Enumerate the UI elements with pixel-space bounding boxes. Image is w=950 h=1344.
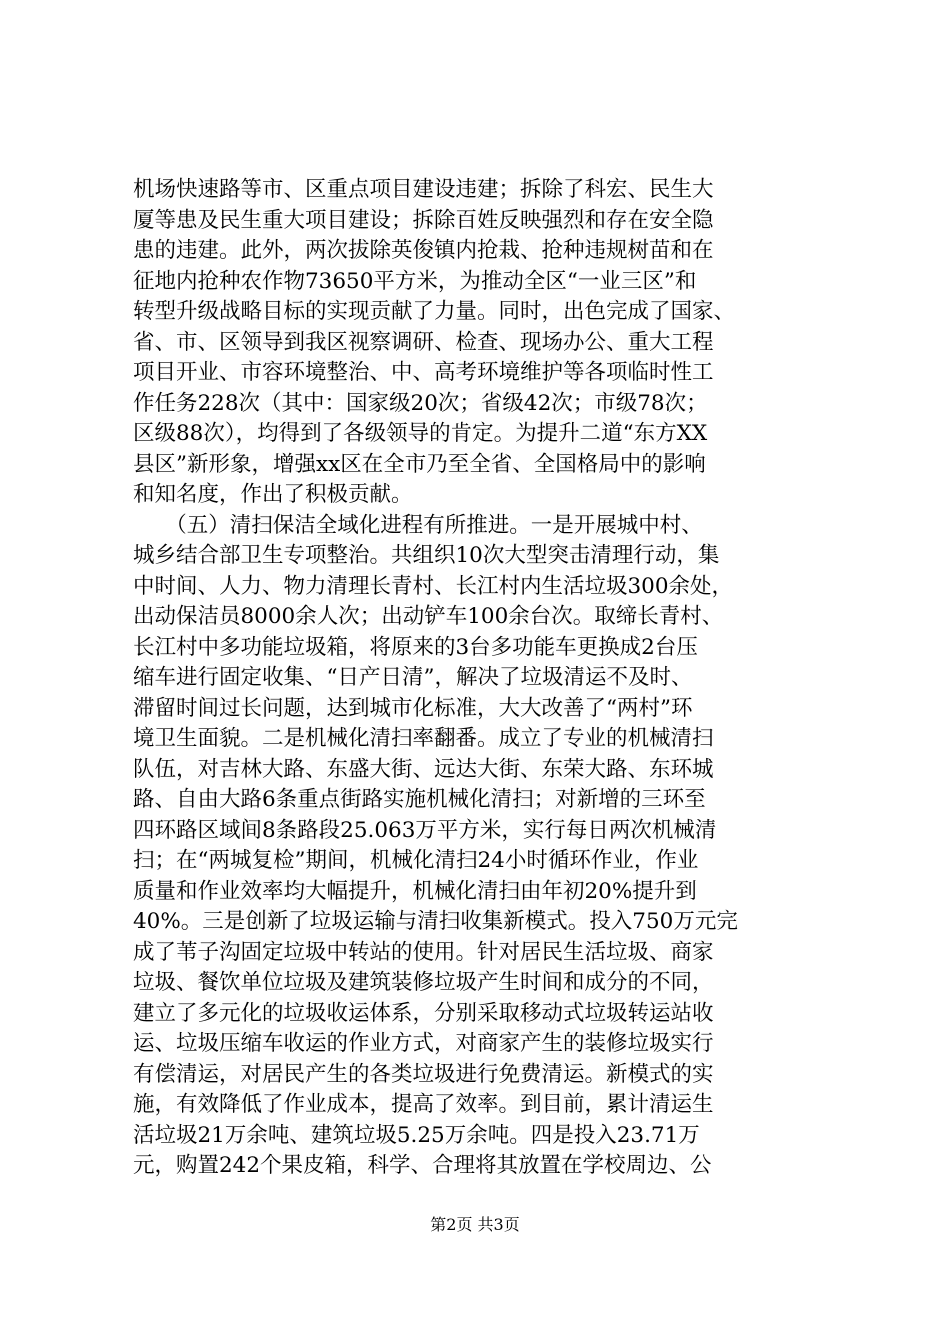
- text-line: （五）清扫保洁全域化进程有所推进。一是开展城中村、: [133, 512, 703, 538]
- text-line: 有偿清运，对居民产生的各类垃圾进行免费清运。新模式的实: [133, 1061, 714, 1087]
- text-line: 省、市、区领导到我区视察调研、检查、现场办公、重大工程: [133, 329, 714, 355]
- text-line: 运、垃圾压缩车收运的作业方式，对商家产生的装修垃圾实行: [133, 1031, 714, 1056]
- text-line: 元，购置242个果皮箱，科学、合理将其放置在学校周边、公: [133, 1153, 712, 1178]
- text-line: 活垃圾21万余吨、建筑垃圾5.25万余吨。四是投入23.71万: [133, 1122, 700, 1148]
- text-line: 患的违建。此外，两次拔除英俊镇内抢栽、抢种违规树苗和在: [133, 238, 714, 263]
- text-line: 区级88次），均得到了各级领导的肯定。为提升二道“东方XX: [133, 421, 708, 446]
- text-line: 滞留时间过长问题，达到城市化标准，大大改善了“两村”环: [133, 695, 693, 721]
- text-line: 成了苇子沟固定垃圾中转站的使用。针对居民生活垃圾、商家: [133, 939, 714, 965]
- text-line: 作任务228次（其中：国家级20次；省级42次；市级78次；: [133, 390, 708, 416]
- text-line: 中时间、人力、物力清理长青村、长江村内生活垃圾300余处，: [133, 573, 734, 599]
- text-line: 长江村中多功能垃圾箱，将原来的3台多功能车更换成2台压: [133, 634, 698, 660]
- text-line: 征地内抢种农作物73650平方米，为推动全区“一业三区”和: [133, 268, 697, 294]
- text-line: 路、自由大路6条重点街路实施机械化清扫；对新增的三环至: [133, 787, 706, 812]
- text-line: 机场快速路等市、区重点项目建设违建；拆除了科宏、民生大: [133, 177, 714, 202]
- text-line: 项目开业、市容环境整治、中、高考环境维护等各项临时性工: [133, 360, 714, 385]
- body-text: [133, 175, 853, 1182]
- text-line: 出动保洁员8000余人次；出动铲车100余台次。取缔长青村、: [133, 604, 724, 629]
- text-line: 四环路区域间8条路段25.063万平方米，实行每日两次机械清: [133, 817, 717, 843]
- text-line: 垃圾、餐饮单位垃圾及建筑装修垃圾产生时间和成分的不同，: [133, 970, 714, 995]
- page-footer: 第2页 共3页: [430, 1215, 520, 1234]
- text-line: 厦等患及民生重大项目建设；拆除百姓反映强烈和存在安全隐: [133, 207, 714, 233]
- text-line: 建立了多元化的垃圾收运体系，分别采取移动式垃圾转运站收: [133, 1000, 714, 1026]
- text-line: 城乡结合部卫生专项整治。共组织10次大型突击清理行动，集: [133, 543, 720, 568]
- text-line: 转型升级战略目标的实现贡献了力量。同时，出色完成了国家、: [133, 299, 736, 324]
- text-line: 队伍，对吉林大路、东盛大街、远达大街、东荣大路、东环城: [133, 756, 714, 782]
- text-line: 和知名度，作出了积极贡献。: [133, 482, 413, 507]
- text-line: 施，有效降低了作业成本，提高了效率。到目前，累计清运生: [133, 1092, 714, 1117]
- text-line: 扫；在“两城复检”期间，机械化清扫24小时循环作业，作业: [133, 848, 699, 873]
- text-line: 40%。三是创新了垃圾运输与清扫收集新模式。投入750万元完: [133, 909, 738, 934]
- text-line: 县区”新形象，增强xx区在全市乃至全省、全国格局中的影响: [133, 451, 706, 477]
- text-line: 缩车进行固定收集、“日产日清”，解决了垃圾清运不及时、: [133, 665, 693, 690]
- text-line: 质量和作业效率均大幅提升，机械化清扫由年初20%提升到: [133, 878, 697, 904]
- text-line: 境卫生面貌。二是机械化清扫率翻番。成立了专业的机械清扫: [133, 726, 714, 751]
